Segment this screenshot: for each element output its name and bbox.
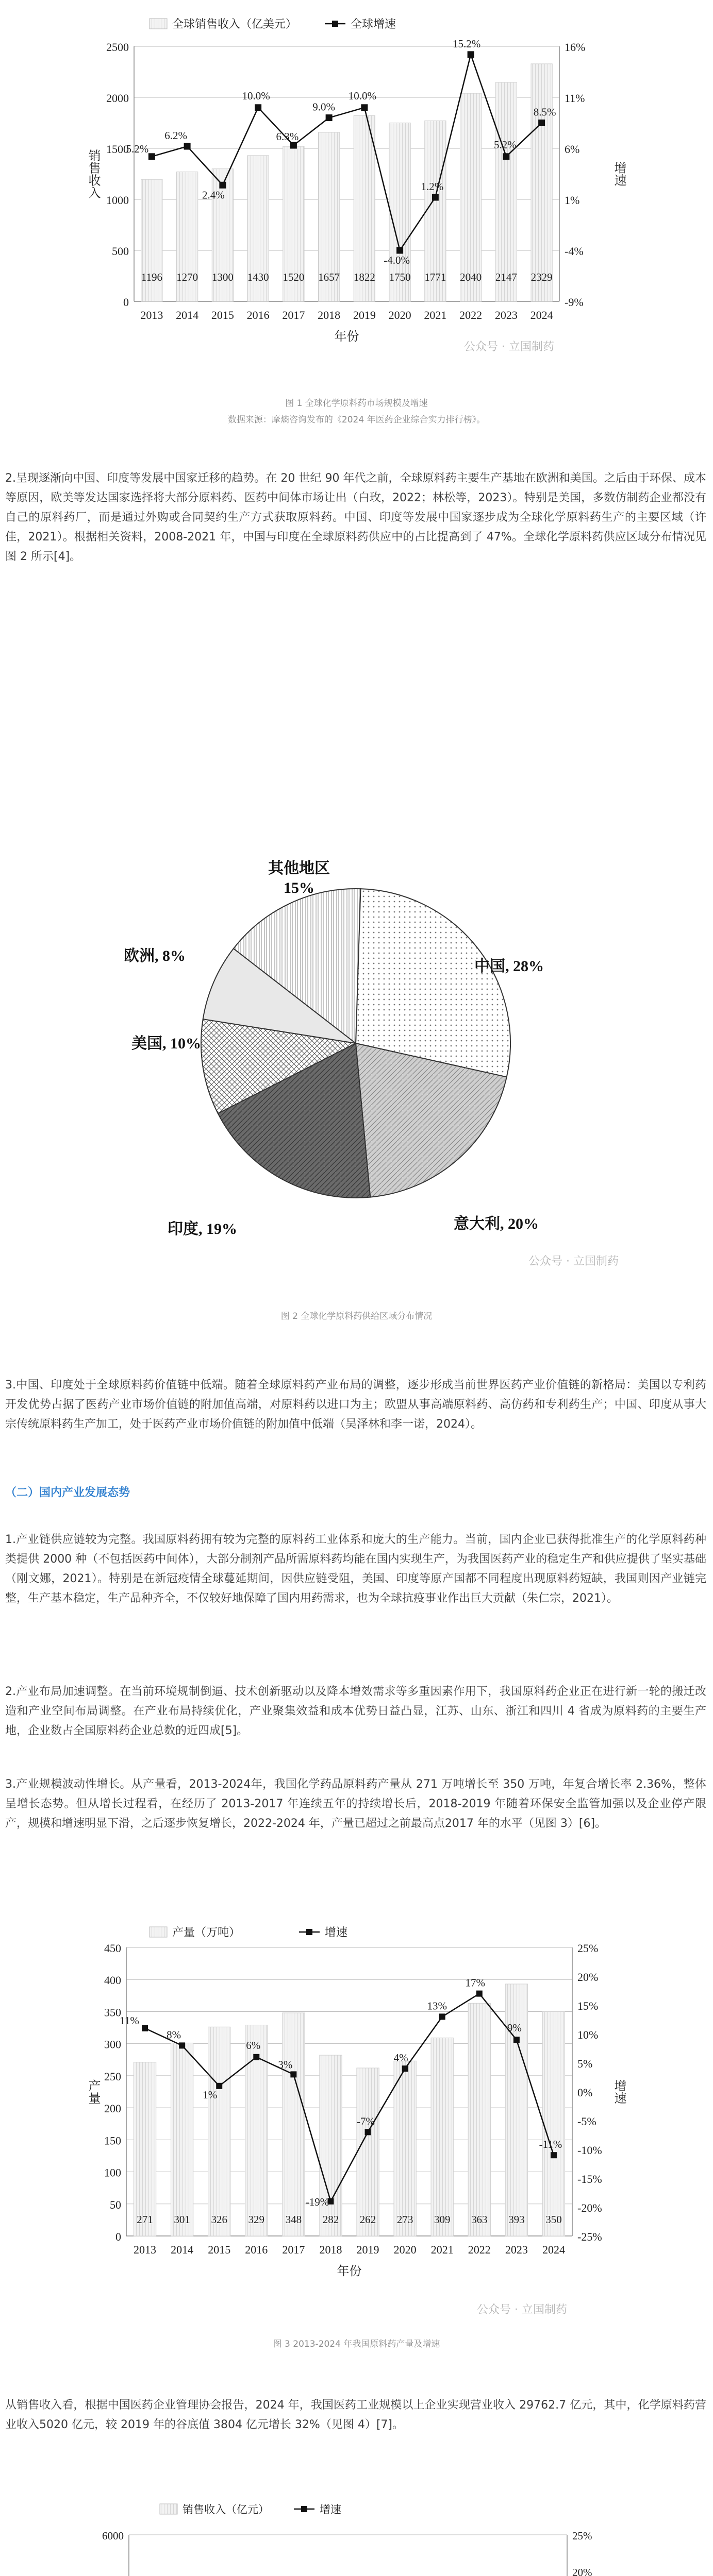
x-tick-label: 2021 [430,2243,454,2256]
growth-point [290,142,297,149]
bar-value-label: 271 [137,2213,153,2226]
bar-value-label: 363 [471,2213,488,2226]
legend-bar-label: 销售收入（亿元） [183,2503,269,2516]
y-axis-title: 产量 [86,2079,100,2104]
growth-point [148,153,155,160]
growth-rate-label: 3% [278,2058,293,2071]
x-axis-title: 年份 [337,2265,362,2278]
growth-point [538,120,545,126]
y-tick-label: 2000 [106,92,129,105]
x-tick-label: 2023 [505,2243,528,2256]
legend-bar-label: 产量（万吨） [172,1926,241,1939]
growth-rate-label: 10.0% [242,89,270,102]
legend-bar-swatch [150,19,167,29]
growth-point [396,247,403,254]
y2-tick-label: 10% [577,2028,599,2041]
bar-2022 [468,2003,490,2236]
bar-value-label: 1657 [318,271,340,283]
bar-2019 [357,2068,379,2236]
y2-tick-label: 11% [565,92,585,105]
y2-tick-label: 20% [577,1971,599,1984]
bar-value-label: 1430 [247,271,269,283]
y-axis-title: 销售收入 [86,149,100,199]
legend-line-label: 全球增速 [351,18,396,30]
growth-rate-label: 1.2% [421,180,444,193]
y-tick-label: 450 [104,1942,121,1955]
growth-point [402,2065,408,2072]
y2-tick-label: -5% [577,2115,596,2128]
y2-axis-title: 增速 [612,161,625,187]
paragraph-2-migration: 2.呈现逐渐向中国、印度等发展中国家迁移的趋势。在 20 世纪 90 年代之前，全球原料药主要生产基地在欧洲和美国。之后由于环保、成本等原因，欧美等发达国家选择将大部分原料药、医药中间体市场让出（白玫，2022；林松等，2023）。特别是美国，多数仿制药企业都没有自己的原料药厂，而是通过外购或合同契约生产方式获取原料药。中国、印度等发展中国家逐步成为全球化学原料药生产的主要区域（许佳，2021）。根据相关资料，2008-2021 年，中国与印度在全球原料药供应中的占比提高到了 47%。全球化学原料药供应区域分布情况见图 2 所示[4]。 [5,472,706,563]
y-tick-label: 1000 [106,194,129,207]
y-tick-label: 50 [110,2198,121,2211]
y2-tick-label: 16% [565,41,586,54]
growth-rate-label: 11% [120,2014,139,2027]
growth-point [255,104,261,111]
growth-rate-label: 6.2% [164,129,187,142]
x-tick-label: 2019 [356,2243,379,2256]
x-tick-label: 2014 [171,2243,194,2256]
watermark-text: 公众号 · 立国制药 [464,341,554,353]
growth-rate-label: 9% [507,2022,522,2035]
growth-rate-label: 17% [465,1976,486,1989]
bar-value-label: 1750 [389,271,411,283]
growth-point [253,2054,259,2060]
bar-value-label: 1771 [424,271,446,283]
bar-value-label: 2329 [530,271,553,283]
growth-rate-label: -4.0% [384,254,410,266]
growth-rate-label: 9.0% [312,100,335,113]
growth-rate-label: 2.4% [202,189,225,201]
y2-tick-label: -10% [577,2144,602,2157]
growth-point [503,153,509,160]
chart-global-api-supply-pie [82,801,629,1275]
legend-line-marker [301,2506,307,2512]
x-tick-label: 2022 [459,309,483,321]
paragraph-sales-revenue: 从销售收入看，根据中国医药企业管理协会报告，2024 年，我国医药工业规模以上企业实现营业收入 29762.7 亿元，其中，化学原料药营业收入5020 亿元，较 2019 年的谷底值 3804 亿元增长 32%（见图 4）[7]。 [5,2399,706,2431]
chart-global-api-market [77,0,636,355]
x-tick-label: 2013 [134,2243,157,2256]
bar-value-label: 1520 [283,271,305,283]
x-tick-label: 2016 [246,309,270,321]
y-tick-label: 300 [104,2038,121,2051]
paragraph-3-value-chain: 3.中国、印度处于全球原料药价值链中低端。随着全球原料药产业布局的调整，逐步形成当前世界医药产业价值链的新格局：美国以专利药开发优势占据了医药产业市场价值链的附加值高端，对原料药以进口为主；欧盟从事高端原料药、高仿药和专利药生产；中国、印度从事大宗传统原料药生产加工，处于医药产业市场价值链的附加值中低端（吴泽林和李一诺，2024）。 [5,1379,706,1431]
x-tick-label: 2020 [393,2243,417,2256]
bar-value-label: 301 [174,2213,190,2226]
bar-value-label: 309 [434,2213,451,2226]
bar-2021 [431,2038,453,2236]
bar-value-label: 2147 [495,271,517,283]
growth-rate-label: -11% [539,2138,562,2151]
figure1-caption: 图 1 全球化学原料药市场规模及增速 [285,398,428,409]
bar-value-label: 2040 [460,271,482,283]
y2-tick-label: 25% [577,1942,599,1955]
growth-rate-label: 6% [246,2039,261,2052]
bar-value-label: 350 [545,2213,562,2226]
y2-tick-label: 0% [577,2086,593,2099]
x-tick-label: 2022 [468,2243,491,2256]
x-tick-label: 2013 [140,309,163,321]
bar-value-label: 262 [359,2213,376,2226]
chart-domestic-api-revenue [77,2488,636,2576]
legend-bar-swatch [160,2504,177,2514]
growth-point [219,182,226,189]
bar-2024 [542,2011,565,2236]
y2-tick-label: -25% [577,2230,602,2243]
x-tick-label: 2018 [319,2243,342,2256]
growth-point [513,2037,520,2043]
legend-bar-label: 全球销售收入（亿美元） [172,18,297,30]
y-tick-label: 1500 [106,143,129,156]
paragraph-supply-chain: 1.产业链供应链较为完整。我国原料药拥有较为完整的原料药工业体系和庞大的生产能力。当前，国内企业已获得批准生产的化学原料药种类提供 2000 种（不包括医药中间体），大部分制剂产品所需原料药均能在国内实现生产，为我国医药产业的稳定生产和供应提供了坚实基础（刚文娜，2021）。特别是在新冠疫情全球蔓延期间，因供应链受阻，美国、印度等原产国都不同程度出现原料药短缺，我国则因产业链完整，生产基本稳定，生产品种齐全，不仅较好地保障了国内用药需求，也为全球抗疫事业作出巨大贡献（朱仁宗，2021）。 [5,1533,706,1605]
growth-point [439,2013,445,2020]
bar-2014 [171,2043,193,2236]
y2-tick-label: -20% [577,2201,602,2214]
growth-rate-line [152,55,541,250]
growth-rate-label: 6.3% [276,130,299,143]
y-tick-label: 6000 [102,2530,124,2542]
y2-tick-label: 25% [572,2530,592,2542]
bar-value-label: 1822 [353,271,375,283]
watermark-text: 公众号 · 立国制药 [477,2303,567,2316]
legend-bar-swatch [150,1927,167,1937]
growth-point [361,104,368,111]
bar-value-label: 1270 [176,271,198,283]
x-tick-label: 2024 [542,2243,565,2256]
chart-domestic-api-output [77,1917,636,2318]
y-tick-label: 150 [104,2134,121,2147]
x-tick-label: 2015 [208,2243,231,2256]
legend-line-label: 增速 [320,2503,341,2516]
x-tick-label: 2016 [245,2243,268,2256]
bar-2024 [531,64,552,301]
bar-2017 [283,2013,305,2236]
bar-value-label: 1196 [141,271,162,283]
y2-axis-title: 增速 [612,2079,625,2104]
bar-value-label: 329 [248,2213,265,2226]
growth-point [476,1991,483,1997]
figure1-source: 数据来源：摩熵咨询发布的《2024 年医药企业综合实力排行榜》。 [227,415,486,425]
growth-rate-label: 4% [393,2052,408,2064]
watermark-text: 公众号 · 立国制药 [528,1255,619,1268]
pie-label: 中国, 28% [474,958,544,975]
growth-rate-label: 13% [427,1999,447,2012]
pie-label: 意大利, 20% [454,1215,539,1232]
legend-line-marker [306,1929,312,1935]
y-tick-label: 350 [104,2006,121,2019]
section-title-domestic: （二）国内产业发展态势 [5,1486,130,1499]
x-tick-label: 2019 [353,309,376,321]
y2-tick-label: 6% [565,143,580,156]
bar-value-label: 273 [396,2213,413,2226]
growth-rate-label: 5.2% [126,142,149,155]
x-tick-label: 2024 [530,309,553,321]
x-tick-label: 2017 [282,309,305,321]
bar-2015 [208,2027,230,2236]
paragraph-scale-growth: 3.产业规模波动性增长。从产量看，2013-2024年，我国化学药品原料药产量从 271 万吨增长至 350 万吨，年复合增长率 2.36%，整体呈增长态势。但从增长过程看，在经历了 2013-2017 年连续五年的持续增长后，2018-2019 年随着环保安全监管加强以及企业停产限产，规模和增速明显下滑，之后逐步恢复增长，2022-2024 年，产量已超过之前最高点2017 年的水平（见图 3）[6]。 [5,1778,706,1830]
y2-tick-label: 1% [565,194,580,207]
y2-tick-label: -4% [565,245,584,258]
y-tick-label: 0 [115,2230,121,2243]
bar-value-label: 326 [211,2213,227,2226]
bar-2020 [394,2061,416,2236]
y2-tick-label: 5% [577,2057,593,2070]
y-tick-label: 0 [123,296,129,309]
growth-rate-label: 8.5% [533,106,556,118]
paragraph-layout-adjust: 2.产业布局加速调整。在当前环境规制倒逼、技术创新驱动以及降本增效需求等多重因素作用下，我国原料药企业正在进行新一轮的搬迁改造和产业空间布局调整。在产业布局持续优化，产业聚集效益和成本优势日益凸显，江苏、山东、浙江和四川 4 省成为原料药的主要生产地，企业数占全国原料药企业总数的近四成[5]。 [5,1685,706,1737]
x-tick-label: 2014 [176,309,199,321]
y2-tick-label: 15% [577,1999,599,2012]
growth-rate-label: 8% [167,2028,181,2041]
pie-label: 其他地区 15% [268,860,330,896]
y-tick-label: 2500 [106,41,129,54]
y-tick-label: 400 [104,1974,121,1987]
growth-point [179,2042,185,2048]
y-tick-label: 200 [104,2102,121,2115]
growth-rate-label: 15.2% [453,37,481,50]
bar-value-label: 1300 [211,271,234,283]
bar-value-label: 393 [508,2213,525,2226]
x-tick-label: 2021 [424,309,447,321]
x-tick-label: 2015 [211,309,234,321]
y2-tick-label: -15% [577,2173,602,2185]
x-tick-label: 2018 [318,309,341,321]
bar-2018 [320,2055,342,2236]
growth-rate-label: -19% [305,2195,329,2208]
growth-point [468,51,474,58]
pie-label: 美国, 10% [131,1035,201,1052]
growth-rate-label: 5.2% [494,138,517,151]
growth-point [290,2071,296,2077]
x-tick-label: 2017 [282,2243,305,2256]
bar-value-label: 282 [322,2213,339,2226]
growth-point [365,2129,371,2135]
x-tick-label: 2020 [388,309,411,321]
growth-point [184,143,191,150]
y-tick-label: 250 [104,2070,121,2083]
y2-tick-label: -9% [565,296,584,309]
pie-label: 欧洲, 8% [124,947,186,964]
x-axis-title: 年份 [334,330,359,344]
y2-tick-label: 20% [572,2566,592,2576]
growth-point [142,2025,148,2031]
bar-value-label: 348 [285,2213,302,2226]
legend-line-label: 增速 [325,1926,348,1939]
figure3-caption: 图 3 2013-2024 年我国原料药产量及增速 [273,2339,440,2349]
growth-rate-label: 1% [203,2088,218,2101]
bar-2013 [134,2062,156,2236]
growth-point [551,2152,557,2158]
legend-line-marker [332,21,338,27]
growth-rate-label: -7% [357,2115,375,2128]
bar-2022 [460,93,482,301]
bar-2023 [495,82,517,301]
growth-point [432,194,439,201]
y-tick-label: 100 [104,2166,121,2179]
figure2-caption: 图 2 全球化学原料药供给区域分布情况 [280,1311,433,1321]
pie-label: 印度, 19% [168,1221,237,1238]
growth-point [326,114,333,121]
y-tick-label: 500 [112,245,129,258]
x-tick-label: 2023 [494,309,518,321]
growth-rate-label: 10.0% [348,89,376,102]
